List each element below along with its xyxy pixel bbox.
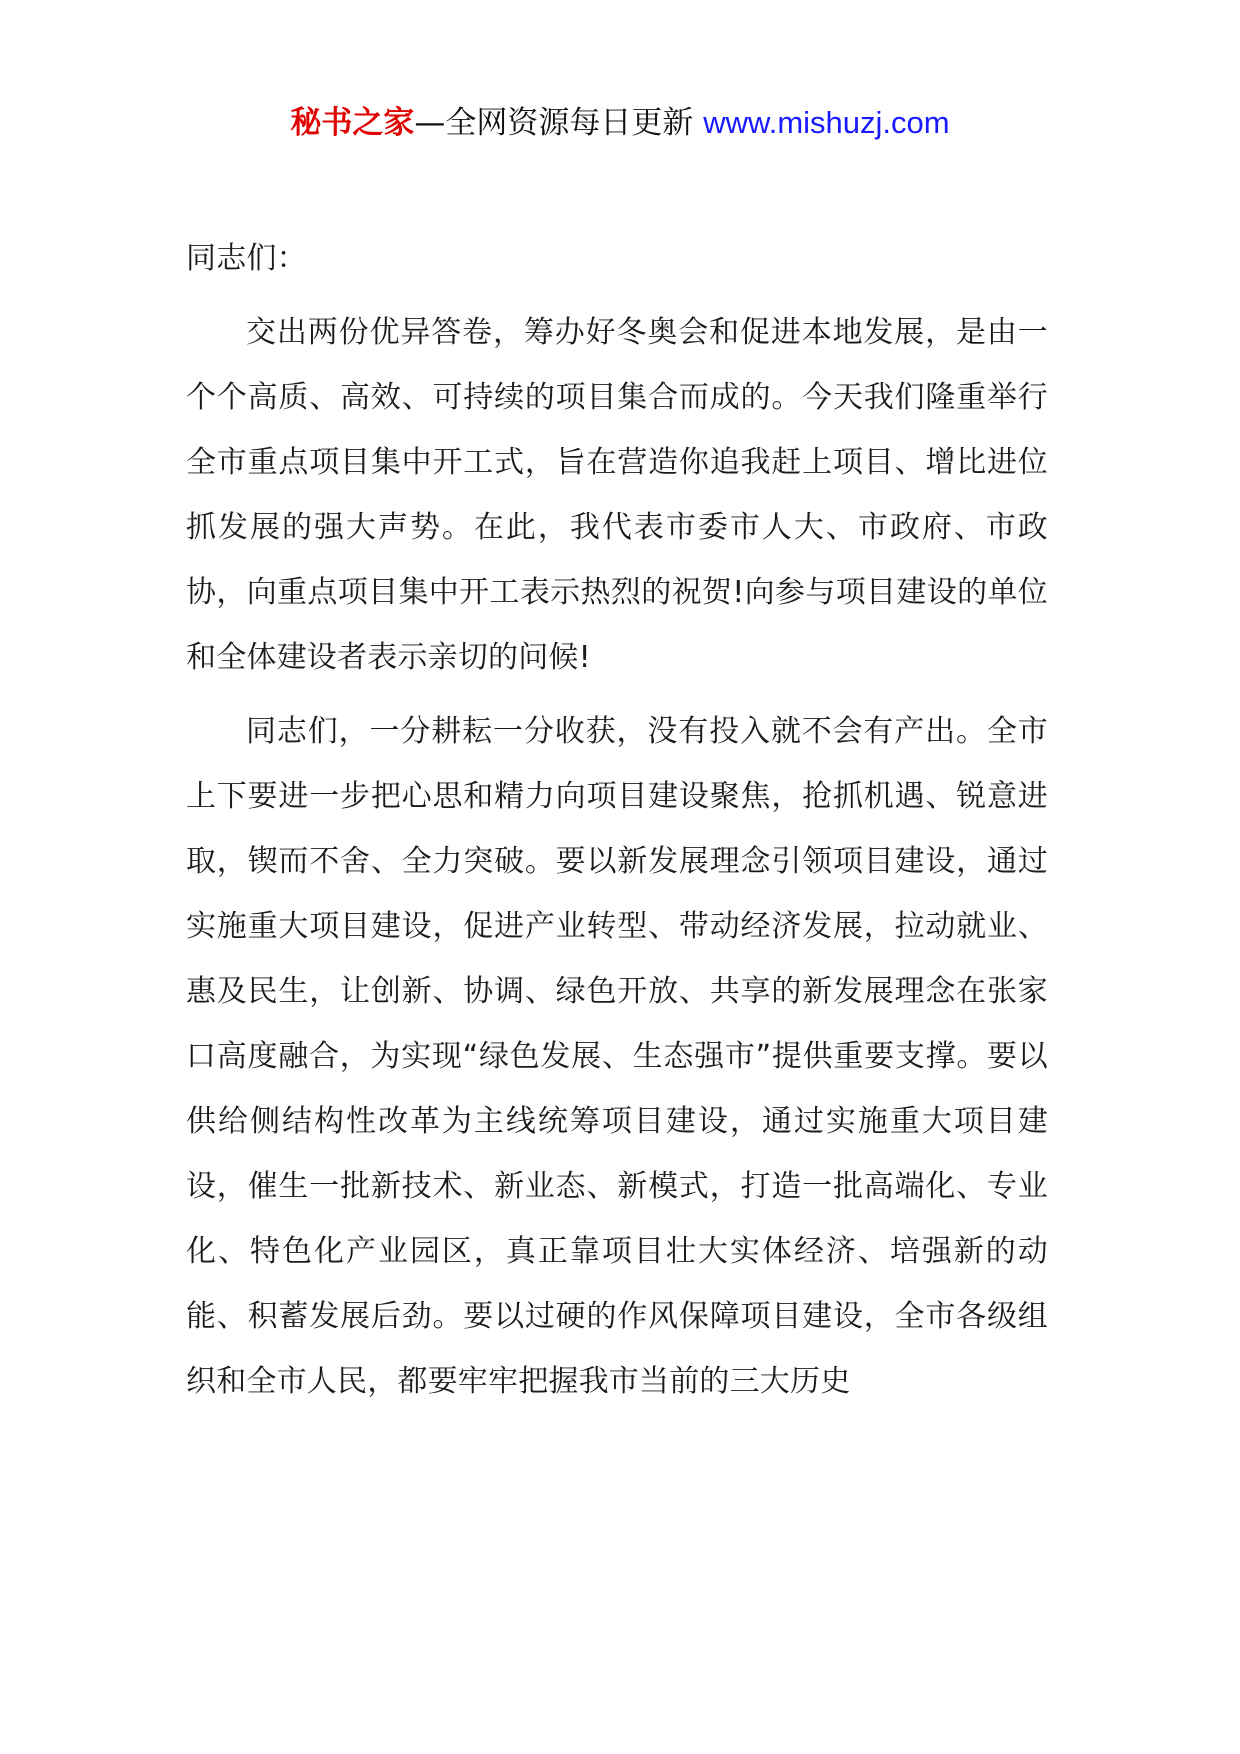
site-header <box>0 100 1240 146</box>
document-body <box>186 226 1048 1423</box>
site-tagline: —全网资源每日更新 <box>414 105 704 141</box>
site-brand: 秘书之家 <box>290 105 415 141</box>
paragraph: 交出两份优异答卷，筹办好冬奥会和促进本地发展，是由一个个高质、高效、可持续的项目集合而成的。今天我们隆重举行全市重点项目集中开工式，旨在营造你追我赶上项目、增比进位抓发展的强大声势。在此，我代表市委市人大、市政府、市政协，向重点项目集中开工表示热烈的祝贺!向参与项目建设的单位和全体建设者表示亲切的问候! <box>186 315 1048 675</box>
site-url-link[interactable]: www.mishuzj.com <box>703 105 950 140</box>
salutation: 同志们： <box>186 241 307 276</box>
paragraph: 同志们，一分耕耘一分收获，没有投入就不会有产出。全市上下要进一步把心思和精力向项目建设聚焦，抢抓机遇、锐意进取，锲而不舍、全力突破。要以新发展理念引领项目建设，通过实施重大项目建设，促进产业转型、带动经济发展，拉动就业、惠及民生，让创新、协调、绿色开放、共享的新发展理念在张家口高度融合，为实现“绿色发展、生态强市”提供重要支撑。要以供给侧结构性改革为主线统筹项目建设，通过实施重大项目建设，催生一批新技术、新业态、新模式，打造一批高端化、专业化、特色化产业园区，真正靠项目壮大实体经济、培强新的动能、积蓄发展后劲。要以过硬的作风保障项目建设，全市各级组织和全市人民，都要牢牢把握我市当前的三大历史 <box>186 714 1048 1399</box>
